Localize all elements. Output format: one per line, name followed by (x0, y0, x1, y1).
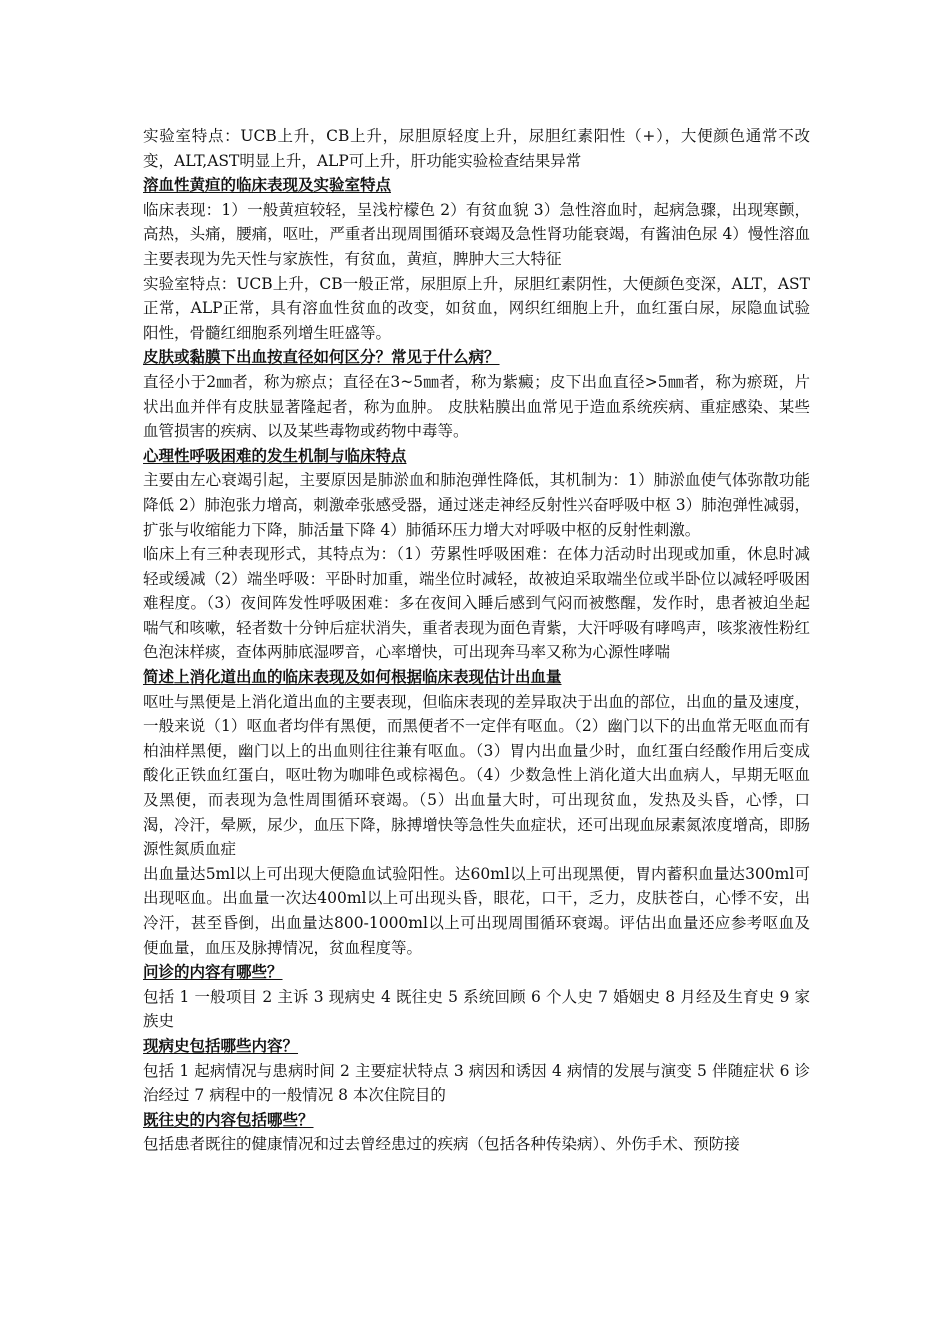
paragraph-inquiry-contents: 包括 1 一般项目 2 主诉 3 现病史 4 既往史 5 系统回顾 6 个人史 7 婚姻史 8 月经及生育史 9 家族史 (143, 987, 810, 1031)
paragraph-cardiac-dyspnea-mechanism: 主要由左心衰竭引起，主要原因是肺淤血和肺泡弹性降低，其机制为：1）肺淤血使气体弥散功能降低 2）肺泡张力增高，刺激牵张感受器，通过迷走神经反射性兴奋呼吸中枢 3）肺泡弹性减弱，扩张与收缩能力下降，肺活量下降 4）肺循环压力增大对呼吸中枢的反射性刺激。 (143, 471, 810, 539)
paragraph-hepatocellular-lab: 实验室特点：UCB上升，CB上升，尿胆原轻度上升，尿胆红素阳性（+），大便颜色通常不改变，ALT,AST明显上升，ALP可上升，肝功能实验检查结果异常 (143, 127, 810, 170)
paragraph-present-illness: 包括 1 起病情况与患病时间 2 主要症状特点 3 病因和诱因 4 病情的发展与演变 5 伴随症状 6 诊治经过 7 病程中的一般情况 8 本次住院目的 (143, 1061, 810, 1105)
document-page (143, 124, 810, 1157)
heading-upper-gi-bleeding: 简述上消化道出血的临床表现及如何根据临床表现估计出血量 (143, 667, 562, 687)
heading-past-history: 既往史的内容包括哪些？ (143, 1109, 314, 1129)
paragraph-hemolytic-clinical: 临床表现：1）一般黄疸较轻，呈浅柠檬色 2）有贫血貌 3）急性溶血时，起病急骤，出现寒颤，高热，头痛，腰痛，呕吐，严重者出现周围循环衰竭及急性肾功能衰竭，有酱油色尿 4）慢性溶血主要表现为先天性与家族性，有贫血，黄疸，脾肿大三大特征 (143, 200, 810, 268)
heading-inquiry-contents: 问诊的内容有哪些？ (143, 962, 283, 982)
heading-cardiac-dyspnea: 心理性呼吸困难的发生机制与临床特点 (143, 445, 407, 465)
paragraph-skin-bleeding: 直径小于2㎜者，称为瘀点；直径在3~5㎜者，称为紫癜；皮下出血直径>5㎜者，称为瘀斑，片状出血并伴有皮肤显著隆起者，称为血肿。 皮肤粘膜出血常见于造血系统疾病、重症感染、某些血管损害的疾病、以及某些毒物或药物中毒等。 (143, 372, 810, 441)
paragraph-upper-gi-clinical: 呕吐与黑便是上消化道出血的主要表现，但临床表现的差异取决于出血的部位，出血的量及速度，一般来说（1）呕血者均伴有黑便，而黑便者不一定伴有呕血。（2）幽门以下的出血常无呕血而有柏油样黑便，幽门以上的出血则往往兼有呕血。（3）胃内出血量少时，血红蛋白经酸作用后变成酸化正铁血红蛋白，呕吐物为咖啡色或棕褐色。（4）少数急性上消化道大出血病人，早期无呕血及黑便，而表现为急性周围循环衰竭。（5）出血量大时，可出现贫血，发热及头昏，心悸，口渴，冷汗，晕厥，尿少，血压下降，脉搏增快等急性失血症状，还可出现血尿素氮浓度增高，即肠源性氮质血症 (143, 692, 810, 859)
paragraph-upper-gi-volume: 出血量达5ml以上可出现大便隐血试验阳性。达60ml以上可出现黑便，胃内蓄积血量达300ml可出现呕血。出血量一次达400ml以上可出现头昏，眼花，口干，乏力，皮肤苍白，心悸不安，出冷汗，甚至昏倒，出血量达800-1000ml以上可出现周围循环衰竭。评估出血量还应参考呕血及便血量，血压及脉搏情况，贫血程度等。 (143, 864, 810, 957)
heading-hemolytic-jaundice: 溶血性黄疸的临床表现及实验室特点 (143, 175, 392, 195)
paragraph-cardiac-dyspnea-clinical: 临床上有三种表现形式，其特点为：（1）劳累性呼吸困难：在体力活动时出现或加重，休息时减轻或缓减（2）端坐呼吸：平卧时加重，端坐位时减轻，故被迫采取端坐位或半卧位以减轻呼吸困难程度。（3）夜间阵发性呼吸困难：多在夜间入睡后感到气闷而被憋醒，发作时，患者被迫坐起喘气和咳嗽，轻者数十分钟后症状消失，重者表现为面色青紫，大汗呼吸有哮鸣声，咳浆液性粉红色泡沫样痰，查体两肺底湿啰音，心率增快，可出现奔马率又称为心源性哮喘 (143, 545, 810, 662)
paragraph-past-history: 包括患者既往的健康情况和过去曾经患过的疾病（包括各种传染病）、外伤手术、预防接 (143, 1135, 740, 1154)
paragraph-hemolytic-lab: 实验室特点：UCB上升，CB一般正常，尿胆原上升，尿胆红素阴性，大便颜色变深，ALT，AST正常，ALP正常，具有溶血性贫血的改变，如贫血，网织红细胞上升，血红蛋白尿，尿隐血试验阳性，骨髓红细胞系列增生旺盛等。 (143, 274, 810, 342)
heading-skin-bleeding: 皮肤或黏膜下出血按直径如何区分？常见于什么病？ (143, 347, 500, 367)
heading-present-illness: 现病史包括哪些内容？ (143, 1035, 299, 1055)
